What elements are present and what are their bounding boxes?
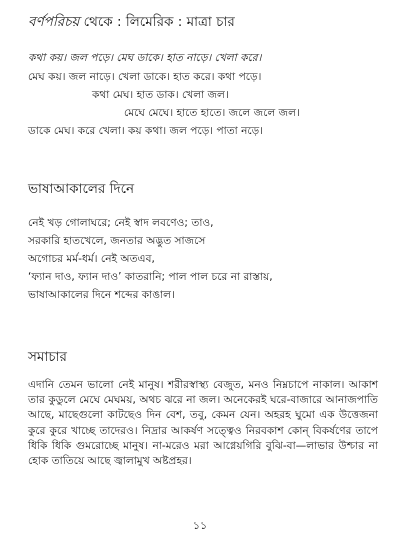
bhasha-line-3: অগোচর মর্ম-ধর্ম। নেই অতএব, [28,253,155,265]
samachar-paragraph: এদানি তেমন ভালো নেই মানুষ। শরীরস্বাস্থ্য বেজুত, মনও নিম্নচাপে নাকাল। আকাশ তার কুডুলে মেঘে মেঘময়, অথচ ঝরে না জল। অনেকেরই ঘরে-বাজারে আনাজপাতি আছে, মাছেগুলো কাটছেও দিন বেশ, তবু, কেমন যেন। অহরহ ঘুমো এক উত্তেজনা কুরে কুরে খাচ্ছে তাদেরও। নিদ্রার আকর্ষণ সত্ত্বেও নিরবকাশ কোন্ বিকর্ষণের তাপে ধিকি ধিকি গুমরোচ্ছে মানুষ। না-মরেও মরা আগ্নেয়গিরি বুঝি-বা—লাভার উশ্চার না হোক তাতিয়ে আছে জ্বালামুখ অষ্টপ্রহর। [28,379,378,468]
limerick-line-3: কথা মেঘ। হাত ডাক। খেলা জল। [92,89,229,101]
bhasha-heading: ভাষাআকালের দিনে [28,181,135,197]
limerick-line-2: মেঘ কয়। জল নাড়ে। খেলা ডাকে। হাত করে। কথা পড়ে। [28,71,262,83]
limerick-line-4: মেঘে মেঘে। হাতে হাতে। জলে জলে জল। [124,107,300,119]
limerick-line-5: ডাকে মেঘ। করে খেলা। কয় কথা। জল পড়ে। পাতা নড়ে। [28,125,264,137]
limerick-line-1: কথা কয়। জল পড়ে। মেঘ ডাকে। হাত নাড়ে। খেলা করে। [28,52,262,64]
bhasha-line-4: ‘ফ্যান দাও, ফ্যান দাও’ কাতরানি; পাল পাল চরে না রাস্তায়, [28,271,273,283]
bhasha-line-5: ভাষাআকালের দিনে শব্দের কাঙাল। [28,289,175,301]
limerick-heading-source: বর্ণপরিচয় [28,14,80,30]
samachar-heading: সমাচার [28,349,67,365]
bhasha-line-1: নেই খড় গোলাঘরে; নেই স্বাদ লবণেও; তাও, [28,217,214,229]
limerick-heading [28,14,235,30]
limerick-heading-rest: থেকে : লিমেরিক : মাত্রা চার [79,14,235,30]
page-number: ১১ [192,519,208,532]
bhasha-line-2: সরকারি হাতখেলে, জনতার অদ্ভুত সাজসে [28,235,206,247]
